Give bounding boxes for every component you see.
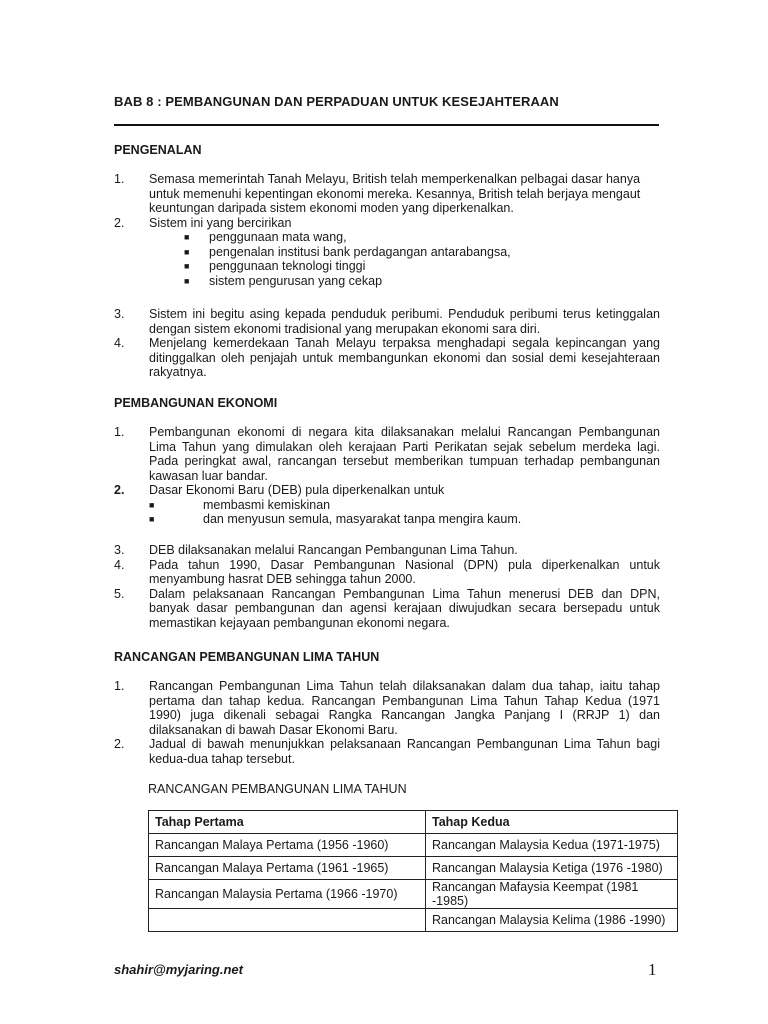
item-text: Semasa memerintah Tanah Melayu, British telah memperkenalkan pelbagai dasar hanya untuk memenuhi kepentingan ekonomi mereka. Kesannya, British telah berjaya mengaut keuntungan daripada sistem ekonomi moden yang diperkenalkan.	[149, 172, 641, 215]
item-number: 2.	[114, 483, 125, 497]
bullet-item: ■ pengenalan institusi bank perdagangan antarabangsa,	[184, 244, 511, 259]
page-number: 1	[648, 960, 657, 979]
table-cell: Rancangan Malaya Pertama (1956 -1960)	[149, 834, 426, 857]
item-text: Sistem ini yang bercirikan	[149, 215, 292, 230]
item-number: 3.	[114, 307, 125, 321]
item-text: Jadual di bawah menunjukkan pelaksanaan Rancangan Pembangunan Lima Tahun bagi kedua-dua tahap tersebut.	[149, 737, 660, 766]
document-title: BAB 8 : PEMBANGUNAN DAN PERPADUAN UNTUK KESEJAHTERAAN	[114, 94, 559, 109]
list-item	[114, 216, 660, 231]
item-text: Dalam pelaksanaan Rancangan Pembangunan Lima Tahun menerusi DEB dan DPN, banyak dasar pembangunan dan agensi kerajaan diwujudkan secara bersepadu untuk memastikan kejayaan pembangunan ekonomi negara.	[149, 586, 660, 630]
bullet-icon: ■	[184, 275, 190, 286]
pengenalan-list-cont	[114, 307, 660, 380]
item-text: Pada tahun 1990, Dasar Pembangunan Nasional (DPN) pula diperkenalkan untuk menyambung hasrat DEB sehingga tahun 2000.	[149, 557, 660, 586]
ekonomi-list	[114, 425, 660, 527]
item-number: 2.	[114, 215, 125, 230]
table-cell: Rancangan Malaya Pertama (1961 -1965)	[149, 857, 426, 880]
item-text: Menjelang kemerdekaan Tanah Melayu terpaksa menghadapi segala kepincangan yang ditinggalkan oleh penjajah untuk membangunkan ekonomi dan sosial demi kesejahteraan rakyatnya.	[149, 336, 660, 379]
bullet-item: ■ sistem pengurusan yang cekap	[184, 273, 383, 288]
item-text: DEB dilaksanakan melalui Rancangan Pembangunan Lima Tahun.	[149, 543, 518, 557]
list-item	[114, 679, 660, 737]
table-row	[149, 834, 678, 857]
table-cell: Rancangan Malaysia Kedua (1971-1975)	[426, 834, 678, 857]
table-header-cell: Tahap Kedua	[426, 811, 678, 834]
table-header-cell: Tahap Pertama	[149, 811, 426, 834]
table-row	[149, 857, 678, 880]
item-number: 1.	[114, 679, 125, 693]
item-text: Dasar Ekonomi Baru (DEB) pula diperkenalkan untuk	[149, 483, 445, 497]
footer-email: shahir@myjaring.net	[114, 962, 243, 977]
bullet-icon: ■	[149, 514, 155, 524]
table-row	[149, 909, 678, 932]
list-item	[114, 425, 660, 483]
list-item	[114, 558, 660, 587]
pengenalan-list	[114, 172, 660, 288]
bullet-list	[114, 498, 660, 527]
item-number: 4.	[114, 557, 125, 572]
list-item	[114, 587, 660, 631]
table-row	[149, 880, 678, 909]
table-cell: Rancangan Malaysia Pertama (1966 -1970)	[149, 880, 426, 909]
bullet-icon: ■	[184, 232, 190, 242]
bullet-item: ■ dan menyusun semula, masyarakat tanpa mengira kaum.	[149, 512, 522, 526]
table-cell	[149, 909, 426, 932]
item-text: Sistem ini begitu asing kepada penduduk peribumi. Penduduk peribumi terus ketinggalan dengan sistem ekonomi tradisional yang merupakan ekonomi sara diri.	[149, 307, 660, 336]
item-number: 3.	[114, 543, 125, 557]
list-item	[114, 307, 660, 336]
list-item	[114, 336, 660, 380]
list-item	[114, 543, 660, 558]
bullet-item: ■ penggunaan mata wang,	[184, 230, 347, 244]
item-text: Pembangunan ekonomi di negara kita dilaksanakan melalui Rancangan Pembangunan Lima Tahun yang dimulakan oleh kerajaan Parti Perikatan sejak sebelum merdeka lagi. Pada peringkat awal, rancangan tersebut memberikan tumpuan terhadap pembangunan kawasan luar bandar.	[149, 425, 660, 483]
table-header-row	[149, 811, 678, 834]
list-item	[114, 737, 660, 766]
item-number: 1.	[114, 172, 125, 186]
table-cell: Rancangan Malaysia Ketiga (1976 -1980)	[426, 857, 678, 880]
bullet-icon: ■	[184, 246, 190, 257]
title-divider	[114, 124, 659, 126]
item-number: 2.	[114, 737, 125, 751]
list-item	[114, 172, 660, 216]
table-cell: Rancangan Mafaysia Keempat (1981 -1985)	[426, 880, 678, 909]
item-text: Rancangan Pembangunan Lima Tahun telah dilaksanakan dalam dua tahap, iaitu tahap pertama dan tahap kedua. Rancangan Pembangunan Lima Tahun Tahap Kedua (1971 1990) juga dikenali sebagai Rangka Rancangan Jangka Panjang I (RRJP 1) dan dilaksanakan di bawah Dasar Ekonomi Baru.	[149, 679, 660, 737]
item-number: 1.	[114, 425, 125, 439]
item-number: 4.	[114, 336, 125, 350]
section-heading-rancangan: RANCANGAN PEMBANGUNAN LIMA TAHUN	[114, 650, 380, 664]
plan-table	[148, 810, 678, 932]
bullet-item: ■ penggunaan teknologi tinggi	[184, 259, 366, 273]
list-item	[114, 483, 660, 498]
table-cell: Rancangan Malaysia Kelima (1986 -1990)	[426, 909, 678, 932]
item-number: 5.	[114, 586, 125, 601]
ekonomi-list-cont	[114, 543, 660, 630]
rancangan-list	[114, 679, 660, 766]
table-caption: RANCANGAN PEMBANGUNAN LIMA TAHUN	[148, 782, 407, 796]
bullet-list	[114, 230, 660, 288]
bullet-icon: ■	[184, 261, 190, 271]
bullet-item: ■ membasmi kemiskinan	[149, 497, 331, 512]
bullet-icon: ■	[149, 499, 155, 510]
section-heading-ekonomi: PEMBANGUNAN EKONOMI	[114, 396, 278, 410]
section-heading-pengenalan: PENGENALAN	[114, 143, 202, 157]
